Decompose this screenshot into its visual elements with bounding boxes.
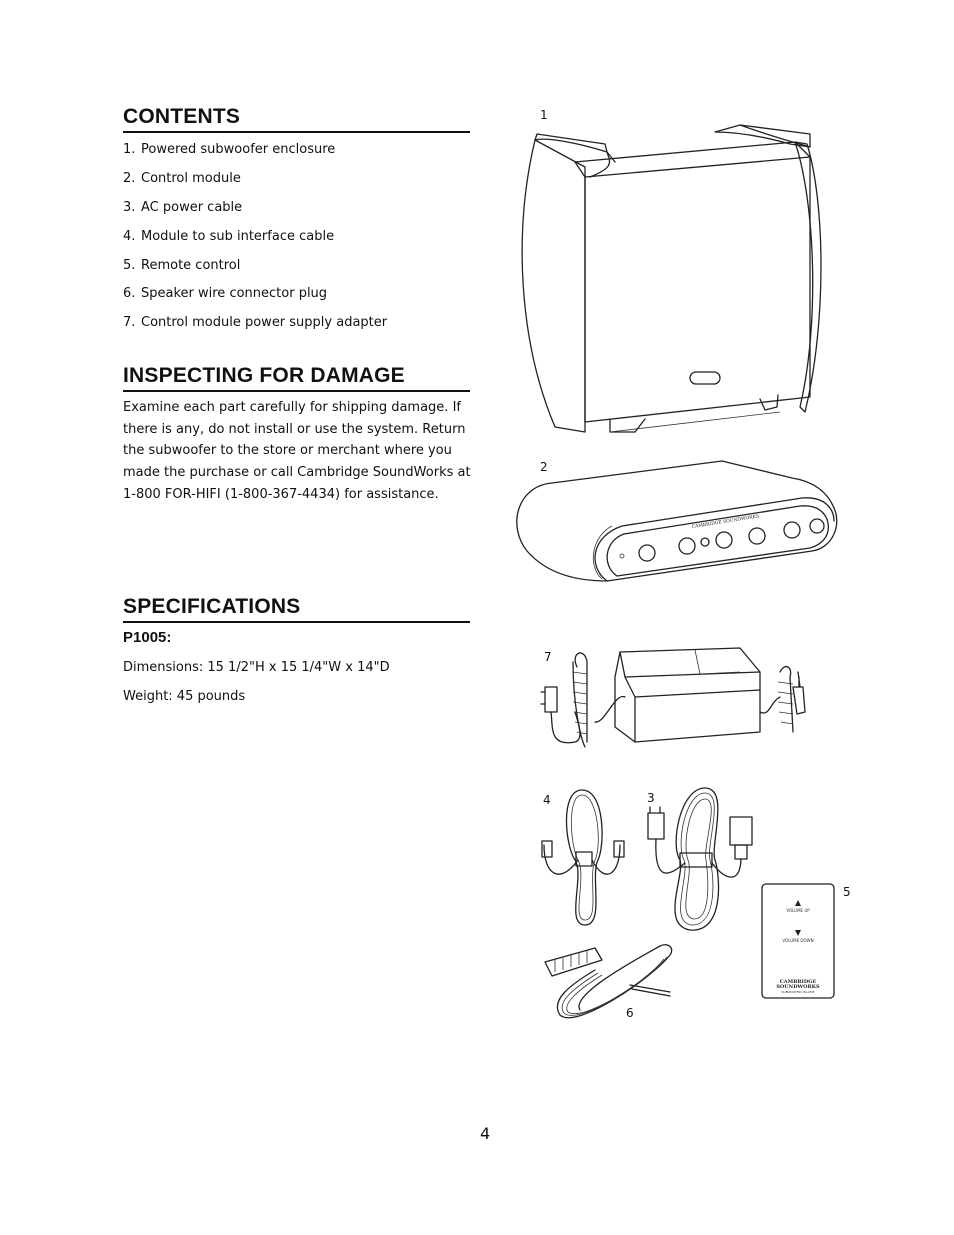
list-item: 4. Module to sub interface cable xyxy=(123,228,335,244)
volume-down-label: VOLUME DOWN xyxy=(782,938,814,943)
figure-label-5: 5 xyxy=(843,885,851,899)
figure-label-6: 6 xyxy=(626,1006,634,1020)
power-adapter-illustration xyxy=(535,642,815,752)
subwoofer-enclosure-illustration xyxy=(515,122,830,437)
list-item: 7. Control module power supply adapter xyxy=(123,315,388,331)
weight-text: Weight: 45 pounds xyxy=(123,689,246,704)
list-item: 5. Remote control xyxy=(123,257,241,273)
dimensions-text: Dimensions: 15 1/2"H x 15 1/4"W x 14"D xyxy=(123,660,390,675)
figure-label-2: 2 xyxy=(540,460,548,474)
inspecting-paragraph: Examine each part carefully for shipping damage. If there is any, do not install or use the system. Return the subwoofer to the store or merchant where you made the purchase or call Cambridge SoundWorks at 1-800 FOR-HIFI (1-800-367-4434) for assistance. xyxy=(123,400,471,502)
model-label: P1005: xyxy=(123,629,172,646)
ac-power-cable-illustration xyxy=(640,785,765,933)
remote-control-illustration xyxy=(760,882,836,1000)
control-module-illustration xyxy=(512,456,840,586)
figure-label-3: 3 xyxy=(647,791,655,805)
interface-cable-illustration xyxy=(540,785,635,930)
volume-up-label: VOLUME UP xyxy=(786,908,810,913)
figure-label-1: 1 xyxy=(540,108,548,122)
figure-label-7: 7 xyxy=(544,650,552,664)
module-brand-text: CAMBRIDGE SOUNDWORKS xyxy=(691,514,760,530)
specifications-heading: SPECIFICATIONS xyxy=(123,594,470,623)
remote-brand-line-1: CAMBRIDGE xyxy=(779,979,817,985)
list-item: 1. Powered subwoofer enclosure xyxy=(123,142,336,157)
list-item: 2. Control module xyxy=(123,170,241,186)
inspecting-heading: INSPECTING FOR DAMAGE xyxy=(123,363,470,392)
list-item: 6. Speaker wire connector plug xyxy=(123,286,328,302)
figure-label-4: 4 xyxy=(543,793,551,807)
speaker-wire-plug-illustration xyxy=(540,940,680,1025)
list-item: 3. AC power cable xyxy=(123,199,243,215)
remote-brand-line-2: SOUNDWORKS xyxy=(776,984,820,990)
remote-model-label: SUBWOOFER VOLUME xyxy=(781,990,815,994)
contents-heading: CONTENTS xyxy=(123,104,470,133)
contents-list xyxy=(123,139,387,341)
page-number: 4 xyxy=(480,1124,491,1143)
